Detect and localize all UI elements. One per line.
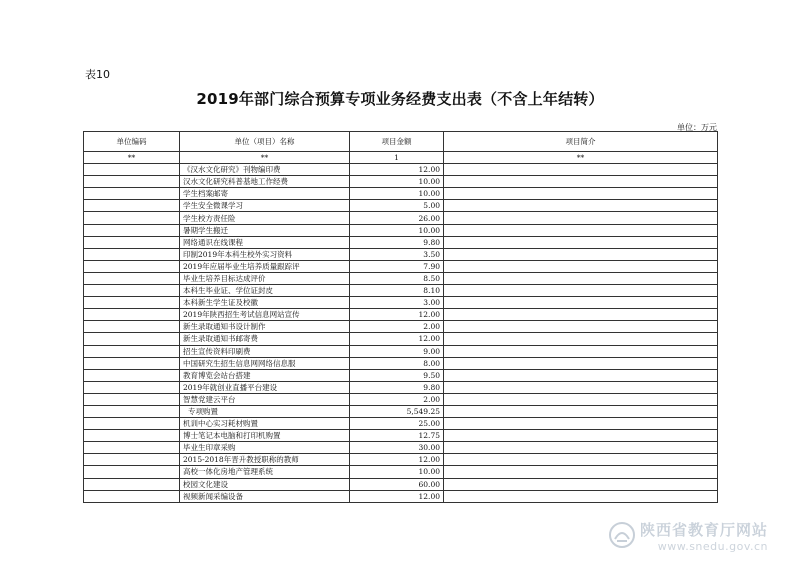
table-category-row	[84, 405, 718, 417]
budget-table	[83, 131, 718, 503]
project-name-cell: 毕业生印章采购	[180, 442, 350, 454]
description-cell	[444, 272, 718, 284]
amount-cell: 10.00	[350, 224, 444, 236]
table-row	[84, 176, 718, 188]
table-row	[84, 321, 718, 333]
description-cell	[444, 309, 718, 321]
amount-cell: 9.80	[350, 381, 444, 393]
amount-cell: 12.75	[350, 430, 444, 442]
description-cell	[444, 442, 718, 454]
table-row	[84, 466, 718, 478]
table-row	[84, 309, 718, 321]
description-cell	[444, 224, 718, 236]
unit-code-cell	[84, 297, 180, 309]
amount-cell: 10.00	[350, 466, 444, 478]
description-cell	[444, 297, 718, 309]
unit-code-cell	[84, 393, 180, 405]
amount-cell: 12.00	[350, 309, 444, 321]
table-row	[84, 345, 718, 357]
project-name-cell: 网络通识在线课程	[180, 236, 350, 248]
amount-cell: 12.00	[350, 164, 444, 176]
project-name-cell: 学生档案邮寄	[180, 188, 350, 200]
amount-cell: 9.80	[350, 236, 444, 248]
amount-cell: 5,549.25	[350, 405, 444, 417]
amount-cell: 26.00	[350, 212, 444, 224]
project-name-cell: 2019年应届毕业生培养质量跟踪评	[180, 260, 350, 272]
project-name-cell: 《汉水文化研究》刊物编印费	[180, 164, 350, 176]
table-row	[84, 260, 718, 272]
description-cell	[444, 357, 718, 369]
project-name-cell: 视频新闻采编设备	[180, 490, 350, 502]
description-cell	[444, 236, 718, 248]
amount-cell: 9.00	[350, 345, 444, 357]
project-name-cell: 校园文化建设	[180, 478, 350, 490]
unit-code-cell	[84, 405, 180, 417]
table-row	[84, 333, 718, 345]
description-cell	[444, 321, 718, 333]
amount-cell: 12.00	[350, 333, 444, 345]
marker-cell: **	[444, 152, 718, 164]
description-cell	[444, 345, 718, 357]
unit-code-cell	[84, 188, 180, 200]
description-cell	[444, 430, 718, 442]
watermark-site-name: 陕西省教育厅网站	[640, 521, 769, 539]
table-row	[84, 381, 718, 393]
marker-cell: **	[180, 152, 350, 164]
table-row	[84, 369, 718, 381]
amount-cell: 3.50	[350, 248, 444, 260]
project-name-cell: 招生宣传资料印刷费	[180, 345, 350, 357]
table-row	[84, 164, 718, 176]
project-name-cell: 本科新生学生证及校徽	[180, 297, 350, 309]
table-number-label: 表10	[85, 68, 110, 81]
project-name-cell: 2019年陕西招生考试信息网站宣传	[180, 309, 350, 321]
project-name-cell: 印制2019年本科生校外实习资料	[180, 248, 350, 260]
description-cell	[444, 333, 718, 345]
description-cell	[444, 164, 718, 176]
project-name-cell: 汉水文化研究科普基地工作经费	[180, 176, 350, 188]
table-row	[84, 418, 718, 430]
table-row	[84, 224, 718, 236]
table-row	[84, 393, 718, 405]
unit-code-cell	[84, 333, 180, 345]
unit-code-cell	[84, 321, 180, 333]
table-row	[84, 357, 718, 369]
table-row	[84, 212, 718, 224]
amount-cell: 10.00	[350, 188, 444, 200]
amount-cell: 12.00	[350, 490, 444, 502]
project-name-cell: 博士笔记本电脑和打印机购置	[180, 430, 350, 442]
watermark	[608, 519, 768, 553]
page-title: 2019年部门综合预算专项业务经费支出表（不含上年结转）	[196, 90, 604, 108]
project-name-cell: 中国研究生招生信息网网络信息服	[180, 357, 350, 369]
unit-code-cell	[84, 345, 180, 357]
project-name-cell: 2015-2018年晋升教授职称的教师	[180, 454, 350, 466]
description-cell	[444, 285, 718, 297]
unit-code-cell	[84, 285, 180, 297]
unit-code-cell	[84, 164, 180, 176]
unit-code-cell	[84, 381, 180, 393]
amount-cell: 8.50	[350, 272, 444, 284]
amount-cell: 30.00	[350, 442, 444, 454]
amount-cell: 8.00	[350, 357, 444, 369]
project-name-cell: 暑期学生搬迁	[180, 224, 350, 236]
table-row	[84, 236, 718, 248]
description-cell	[444, 418, 718, 430]
education-logo-icon	[608, 521, 636, 549]
table-row	[84, 454, 718, 466]
project-name-cell: 机训中心实习耗材购置	[180, 418, 350, 430]
unit-code-cell	[84, 176, 180, 188]
description-cell	[444, 381, 718, 393]
project-name-cell: 本科生毕业证、学位证封皮	[180, 285, 350, 297]
project-name-cell: 专项购置	[180, 405, 350, 417]
project-name-cell: 学生安全微课学习	[180, 200, 350, 212]
description-cell	[444, 212, 718, 224]
description-cell	[444, 260, 718, 272]
amount-cell: 7.90	[350, 260, 444, 272]
amount-cell: 60.00	[350, 478, 444, 490]
description-cell	[444, 248, 718, 260]
project-name-cell: 教育博览会站台搭建	[180, 369, 350, 381]
unit-code-cell	[84, 248, 180, 260]
unit-code-cell	[84, 430, 180, 442]
project-name-cell: 新生录取通知书邮寄费	[180, 333, 350, 345]
description-cell	[444, 405, 718, 417]
description-cell	[444, 478, 718, 490]
unit-code-cell	[84, 490, 180, 502]
unit-label: 单位：万元	[677, 123, 717, 132]
watermark-url: www.snedu.gov.cn	[657, 540, 769, 553]
project-name-cell: 智慧党建云平台	[180, 393, 350, 405]
amount-cell: 8.10	[350, 285, 444, 297]
unit-code-cell	[84, 212, 180, 224]
table-marker-row	[84, 152, 718, 164]
unit-code-cell	[84, 442, 180, 454]
unit-code-cell	[84, 418, 180, 430]
project-name-cell: 高校一体化房地产管理系统	[180, 466, 350, 478]
amount-cell: 5.00	[350, 200, 444, 212]
amount-cell: 2.00	[350, 321, 444, 333]
marker-cell: 1	[350, 152, 444, 164]
table-row	[84, 297, 718, 309]
table-row	[84, 248, 718, 260]
unit-code-cell	[84, 466, 180, 478]
description-cell	[444, 490, 718, 502]
description-cell	[444, 393, 718, 405]
table-row	[84, 442, 718, 454]
amount-cell: 12.00	[350, 454, 444, 466]
header-amount: 项目金额	[350, 132, 444, 152]
header-project-name: 单位（项目）名称	[180, 132, 350, 152]
table-row	[84, 272, 718, 284]
description-cell	[444, 200, 718, 212]
table-row	[84, 478, 718, 490]
project-name-cell: 新生录取通知书设计制作	[180, 321, 350, 333]
description-cell	[444, 466, 718, 478]
project-name-cell: 毕业生培养目标达成评价	[180, 272, 350, 284]
unit-code-cell	[84, 478, 180, 490]
unit-code-cell	[84, 309, 180, 321]
table-row	[84, 430, 718, 442]
marker-cell: **	[84, 152, 180, 164]
description-cell	[444, 176, 718, 188]
table-header-row	[84, 132, 718, 152]
table-row	[84, 188, 718, 200]
unit-code-cell	[84, 236, 180, 248]
unit-code-cell	[84, 224, 180, 236]
amount-cell: 10.00	[350, 176, 444, 188]
unit-code-cell	[84, 272, 180, 284]
table-row	[84, 285, 718, 297]
unit-code-cell	[84, 454, 180, 466]
amount-cell: 3.00	[350, 297, 444, 309]
project-name-cell: 学生校方责任险	[180, 212, 350, 224]
description-cell	[444, 188, 718, 200]
description-cell	[444, 454, 718, 466]
description-cell	[444, 369, 718, 381]
table-row	[84, 490, 718, 502]
unit-code-cell	[84, 357, 180, 369]
amount-cell: 25.00	[350, 418, 444, 430]
amount-cell: 9.50	[350, 369, 444, 381]
unit-code-cell	[84, 260, 180, 272]
header-unit-code: 单位编码	[84, 132, 180, 152]
amount-cell: 2.00	[350, 393, 444, 405]
header-description: 项目简介	[444, 132, 718, 152]
project-name-cell: 2019年就创业直播平台建设	[180, 381, 350, 393]
table-row	[84, 200, 718, 212]
unit-code-cell	[84, 369, 180, 381]
unit-code-cell	[84, 200, 180, 212]
